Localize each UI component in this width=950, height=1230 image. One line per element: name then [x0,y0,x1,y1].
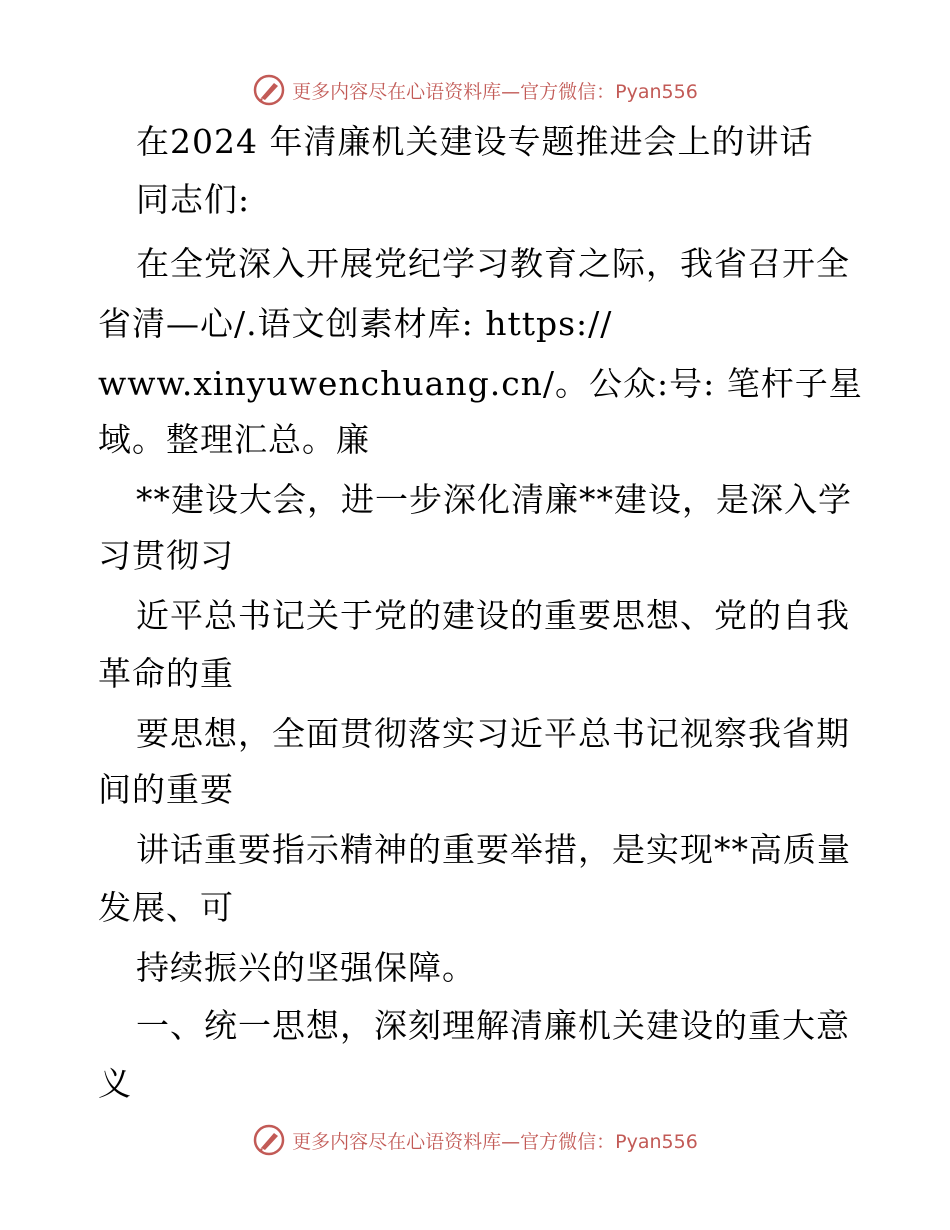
pen-logo-icon [252,73,286,107]
text-line: 近平总书记关于党的建设的重要思想、党的自我 [136,596,850,635]
footer-banner [0,1120,950,1160]
text-line: 省清—心/.语文创素材库: https:// [98,304,613,343]
header-banner [0,70,950,110]
text-line: 革命的重 [98,654,234,693]
document-title: 在2024 年清廉机关建设专题推进会上的讲话 [136,122,814,161]
text-line: 讲话重要指示精神的重要举措，是实现**高质量 [136,830,851,869]
text-line: 持续振兴的坚强保障。 [136,948,476,987]
text-line: www.xinyuwenchuang.cn/。公众:号: 笔杆子星 [98,364,863,403]
banner-text: 更多内容尽在心语资料库—官方微信：Pyan556 [292,80,698,103]
text-line: 同志们: [136,180,251,219]
text-line: 域。整理汇总。廉 [98,420,370,459]
text-line: 习贯彻习 [98,536,234,575]
section-heading-cont: 义 [98,1064,132,1103]
banner-text: 更多内容尽在心语资料库—官方微信：Pyan556 [292,1130,698,1153]
wechat-id: Pyan556 [615,80,698,103]
text-line: 在全党深入开展党纪学习教育之际，我省召开全 [136,244,850,283]
text-line: 发展、可 [98,888,234,927]
text-line: 间的重要 [98,770,234,809]
section-heading: 一、统一思想，深刻理解清廉机关建设的重大意 [136,1006,850,1045]
pen-logo-icon [252,1123,286,1157]
text-line: **建设大会，进一步深化清廉**建设，是深入学 [136,480,852,519]
text-line: 要思想，全面贯彻落实习近平总书记视察我省期 [136,714,850,753]
wechat-id: Pyan556 [615,1130,698,1153]
